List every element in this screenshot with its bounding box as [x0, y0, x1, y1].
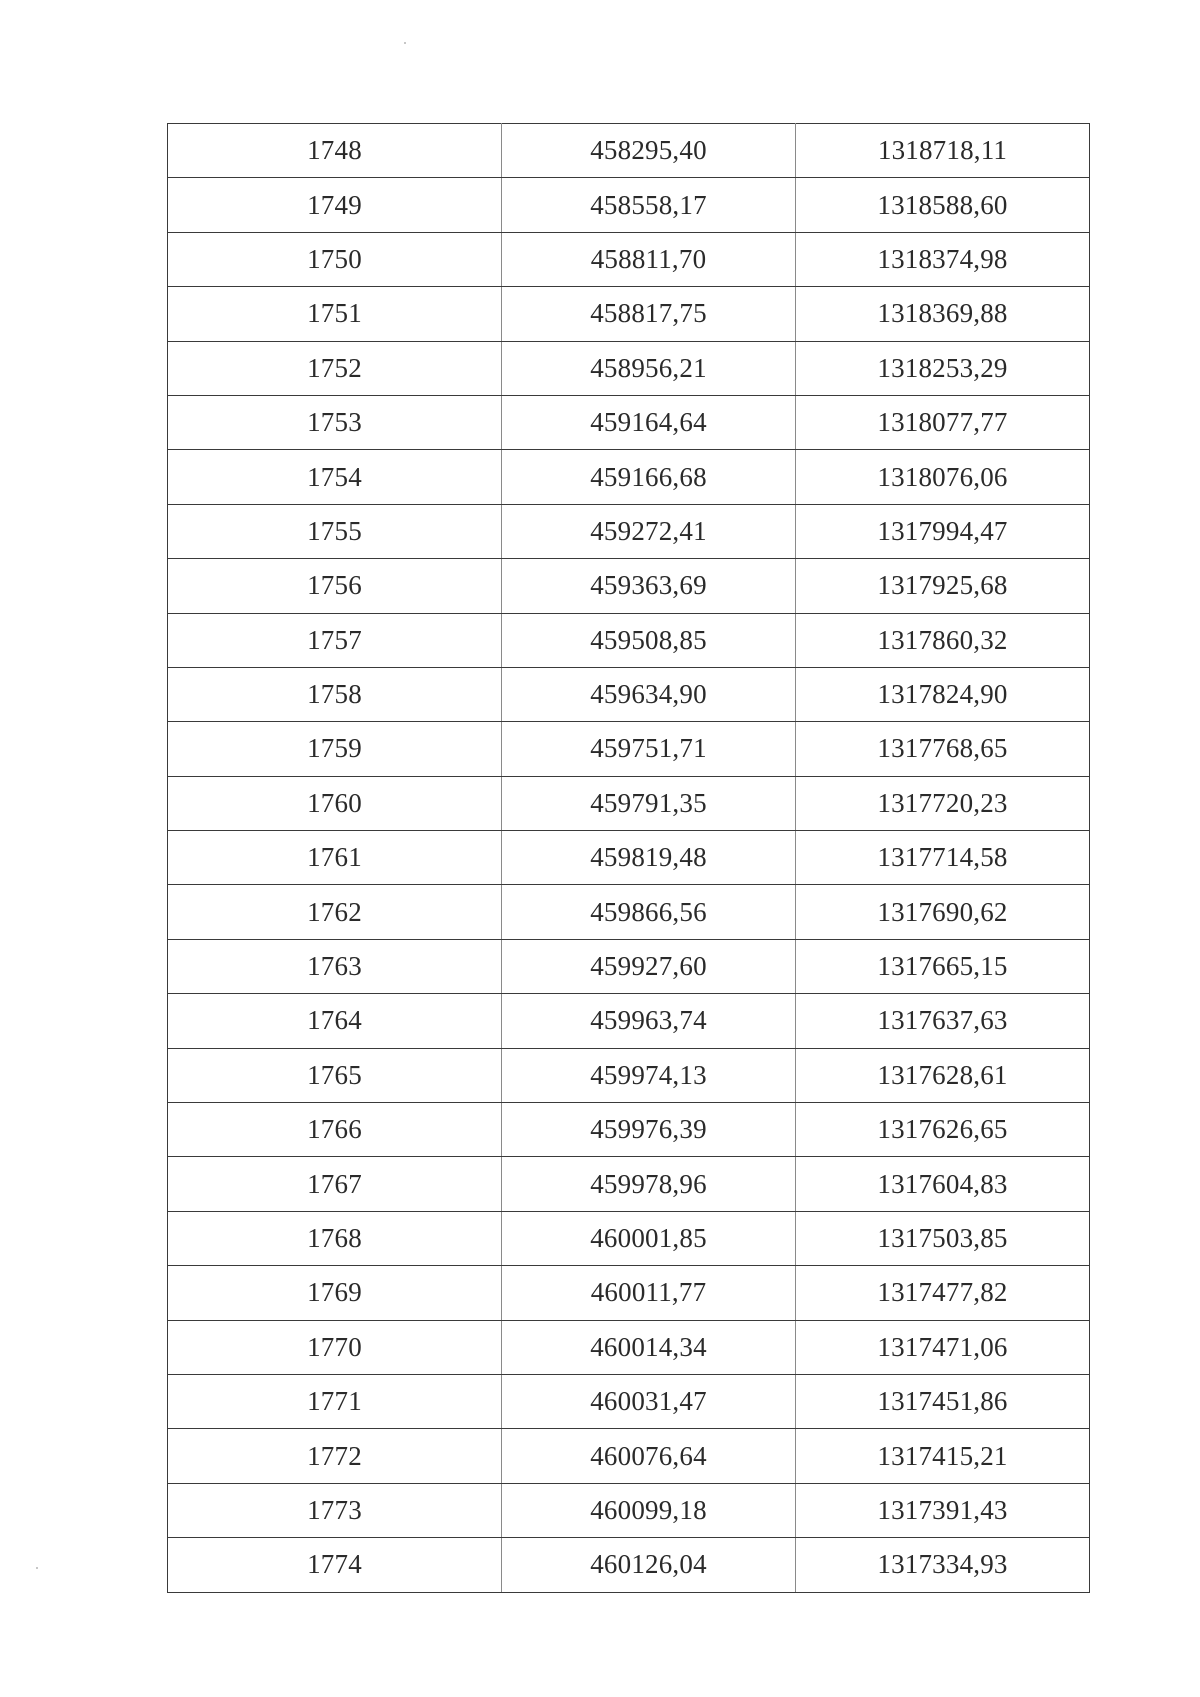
- y-coordinate-cell: 1317665,15: [796, 939, 1090, 993]
- x-coordinate-cell: 458558,17: [502, 178, 796, 232]
- point-number-cell: 1759: [168, 722, 502, 776]
- point-number-cell: 1770: [168, 1320, 502, 1374]
- y-coordinate-cell: 1317451,86: [796, 1374, 1090, 1428]
- y-coordinate-cell: 1317824,90: [796, 667, 1090, 721]
- y-coordinate-cell: 1318253,29: [796, 341, 1090, 395]
- table-row: [168, 722, 1090, 776]
- point-number-cell: 1773: [168, 1483, 502, 1537]
- table-row: [168, 1429, 1090, 1483]
- x-coordinate-cell: 459974,13: [502, 1048, 796, 1102]
- y-coordinate-cell: 1317604,83: [796, 1157, 1090, 1211]
- x-coordinate-cell: 459634,90: [502, 667, 796, 721]
- coordinates-table: [167, 123, 1090, 1593]
- x-coordinate-cell: 459866,56: [502, 885, 796, 939]
- x-coordinate-cell: 458295,40: [502, 124, 796, 178]
- table-row: [168, 776, 1090, 830]
- x-coordinate-cell: 458817,75: [502, 287, 796, 341]
- point-number-cell: 1749: [168, 178, 502, 232]
- y-coordinate-cell: 1317994,47: [796, 504, 1090, 558]
- x-coordinate-cell: 460099,18: [502, 1483, 796, 1537]
- y-coordinate-cell: 1317637,63: [796, 994, 1090, 1048]
- x-coordinate-cell: 460014,34: [502, 1320, 796, 1374]
- y-coordinate-cell: 1317925,68: [796, 559, 1090, 613]
- point-number-cell: 1754: [168, 450, 502, 504]
- point-number-cell: 1760: [168, 776, 502, 830]
- point-number-cell: 1763: [168, 939, 502, 993]
- table-row: [168, 341, 1090, 395]
- x-coordinate-cell: 459272,41: [502, 504, 796, 558]
- x-coordinate-cell: 459976,39: [502, 1103, 796, 1157]
- y-coordinate-cell: 1317714,58: [796, 831, 1090, 885]
- table-row: [168, 831, 1090, 885]
- y-coordinate-cell: 1317334,93: [796, 1538, 1090, 1592]
- table-row: [168, 939, 1090, 993]
- point-number-cell: 1771: [168, 1374, 502, 1428]
- y-coordinate-cell: 1318718,11: [796, 124, 1090, 178]
- point-number-cell: 1756: [168, 559, 502, 613]
- coordinates-table-body: [168, 124, 1090, 1593]
- table-row: [168, 1266, 1090, 1320]
- y-coordinate-cell: 1317626,65: [796, 1103, 1090, 1157]
- table-row: [168, 1538, 1090, 1592]
- point-number-cell: 1762: [168, 885, 502, 939]
- table-row: [168, 613, 1090, 667]
- scan-speck: [36, 1567, 38, 1569]
- table-row: [168, 395, 1090, 449]
- x-coordinate-cell: 459166,68: [502, 450, 796, 504]
- x-coordinate-cell: 460126,04: [502, 1538, 796, 1592]
- point-number-cell: 1750: [168, 232, 502, 286]
- x-coordinate-cell: 459164,64: [502, 395, 796, 449]
- y-coordinate-cell: 1318077,77: [796, 395, 1090, 449]
- x-coordinate-cell: 459751,71: [502, 722, 796, 776]
- x-coordinate-cell: 459508,85: [502, 613, 796, 667]
- y-coordinate-cell: 1317391,43: [796, 1483, 1090, 1537]
- table-row: [168, 1211, 1090, 1265]
- table-row: [168, 1483, 1090, 1537]
- table-row: [168, 287, 1090, 341]
- table-row: [168, 1103, 1090, 1157]
- y-coordinate-cell: 1318588,60: [796, 178, 1090, 232]
- y-coordinate-cell: 1317471,06: [796, 1320, 1090, 1374]
- point-number-cell: 1761: [168, 831, 502, 885]
- table-row: [168, 450, 1090, 504]
- y-coordinate-cell: 1317477,82: [796, 1266, 1090, 1320]
- point-number-cell: 1753: [168, 395, 502, 449]
- point-number-cell: 1768: [168, 1211, 502, 1265]
- x-coordinate-cell: 460011,77: [502, 1266, 796, 1320]
- point-number-cell: 1765: [168, 1048, 502, 1102]
- y-coordinate-cell: 1317690,62: [796, 885, 1090, 939]
- y-coordinate-cell: 1318369,88: [796, 287, 1090, 341]
- y-coordinate-cell: 1318374,98: [796, 232, 1090, 286]
- table-row: [168, 1048, 1090, 1102]
- x-coordinate-cell: 458956,21: [502, 341, 796, 395]
- y-coordinate-cell: 1317415,21: [796, 1429, 1090, 1483]
- x-coordinate-cell: 460001,85: [502, 1211, 796, 1265]
- table-row: [168, 885, 1090, 939]
- x-coordinate-cell: 459791,35: [502, 776, 796, 830]
- y-coordinate-cell: 1317720,23: [796, 776, 1090, 830]
- point-number-cell: 1766: [168, 1103, 502, 1157]
- table-row: [168, 178, 1090, 232]
- x-coordinate-cell: 458811,70: [502, 232, 796, 286]
- x-coordinate-cell: 459927,60: [502, 939, 796, 993]
- x-coordinate-cell: 460031,47: [502, 1374, 796, 1428]
- point-number-cell: 1758: [168, 667, 502, 721]
- table-row: [168, 994, 1090, 1048]
- point-number-cell: 1748: [168, 124, 502, 178]
- scan-speck: [404, 42, 406, 44]
- point-number-cell: 1774: [168, 1538, 502, 1592]
- y-coordinate-cell: 1317628,61: [796, 1048, 1090, 1102]
- point-number-cell: 1767: [168, 1157, 502, 1211]
- y-coordinate-cell: 1317768,65: [796, 722, 1090, 776]
- point-number-cell: 1757: [168, 613, 502, 667]
- point-number-cell: 1772: [168, 1429, 502, 1483]
- point-number-cell: 1755: [168, 504, 502, 558]
- x-coordinate-cell: 459978,96: [502, 1157, 796, 1211]
- table-row: [168, 124, 1090, 178]
- x-coordinate-cell: 459819,48: [502, 831, 796, 885]
- point-number-cell: 1764: [168, 994, 502, 1048]
- table-row: [168, 667, 1090, 721]
- table-row: [168, 1320, 1090, 1374]
- x-coordinate-cell: 459363,69: [502, 559, 796, 613]
- x-coordinate-cell: 459963,74: [502, 994, 796, 1048]
- table-row: [168, 1374, 1090, 1428]
- y-coordinate-cell: 1317860,32: [796, 613, 1090, 667]
- table-row: [168, 232, 1090, 286]
- point-number-cell: 1751: [168, 287, 502, 341]
- table-row: [168, 1157, 1090, 1211]
- x-coordinate-cell: 460076,64: [502, 1429, 796, 1483]
- table-row: [168, 504, 1090, 558]
- y-coordinate-cell: 1317503,85: [796, 1211, 1090, 1265]
- table-row: [168, 559, 1090, 613]
- point-number-cell: 1752: [168, 341, 502, 395]
- y-coordinate-cell: 1318076,06: [796, 450, 1090, 504]
- point-number-cell: 1769: [168, 1266, 502, 1320]
